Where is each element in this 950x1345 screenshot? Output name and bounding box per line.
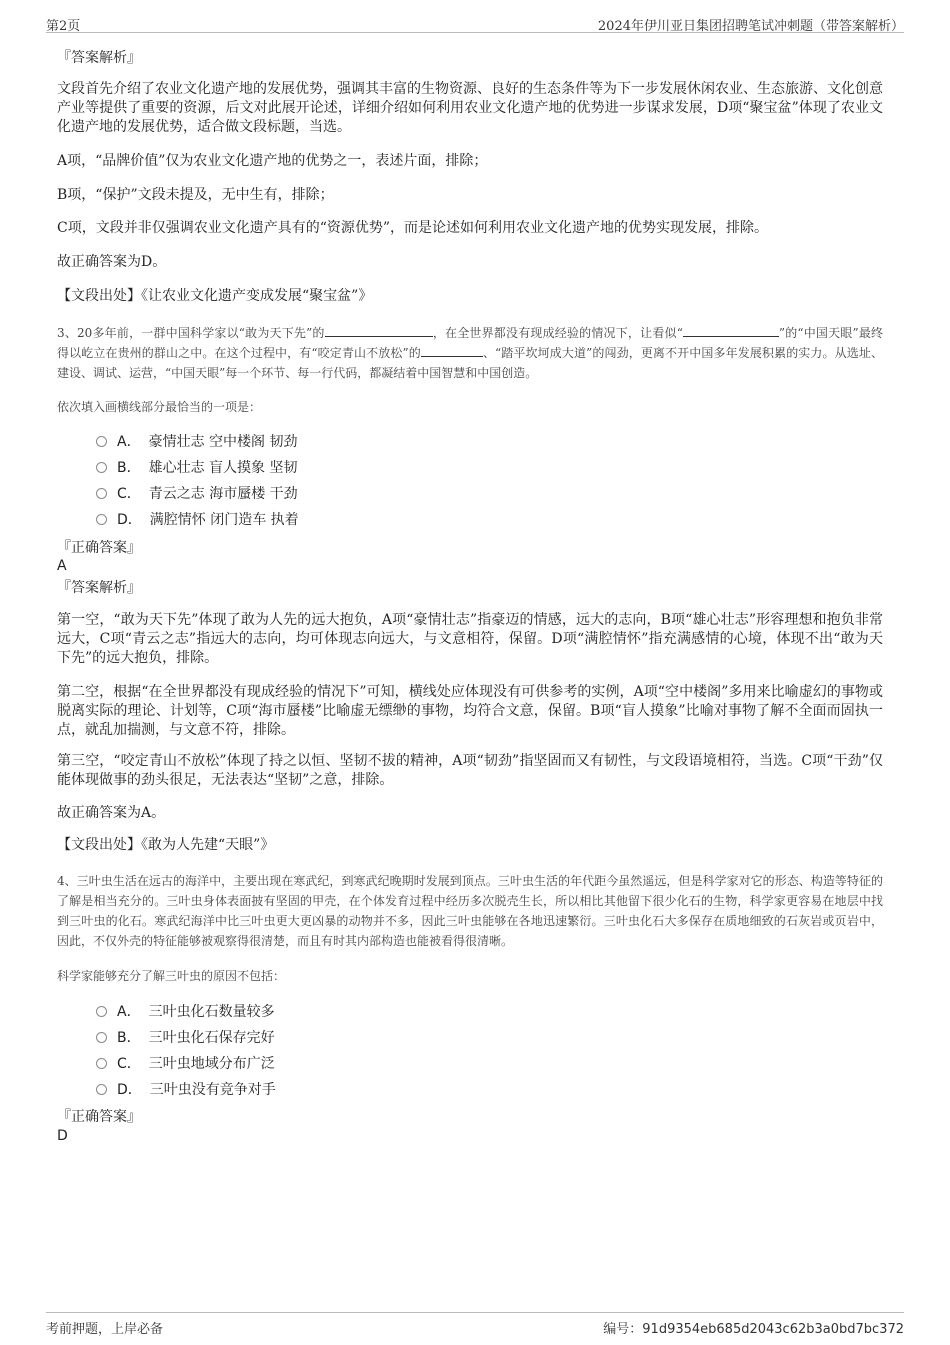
radio-button[interactable] [96, 436, 107, 447]
conclusion: 故正确答案为A。 [57, 805, 166, 821]
question-3-passage [57, 323, 883, 383]
page-number: 第2页 [46, 19, 81, 34]
analysis-label: 『答案解析』 [57, 50, 141, 66]
document-title: 2024年伊川亚日集团招聘笔试冲刺题（带答案解析） [597, 19, 904, 34]
source-citation: 【文段出处】《让农业文化遗产变成发展“聚宝盆”》 [57, 288, 373, 304]
analysis-paragraph: 第二空，根据“在全世界都没有现成经验的情况下”可知，横线处应体现没有可供参考的实例，A项“空中楼阁”多用来比喻虚幻的事物或脱离实际的理论、计划等，C项“海市蜃楼”比喻虚无缥缈的事物，均符合文意，保留。B项“盲人摸象”比喻对事物了解不全面而固执一点，就乱加揣测，与文意不符，排除。 [57, 684, 883, 738]
radio-button[interactable] [96, 1058, 107, 1069]
passage-text: ”的“中国天眼”最终得以屹立在贵州的群山之中。在这个过程中，有“咬定青山不放松”的 [57, 326, 884, 360]
passage-text: ，在全世界都没有现成经验的情况下，让看似“ [432, 326, 683, 340]
answer-blank-1 [325, 324, 433, 337]
correct-answer-label: 『正确答案』 [57, 1109, 141, 1125]
option-b[interactable]: B． 三叶虫化石保存完好 [96, 1024, 276, 1050]
question-4-passage: 4、三叶虫生活在远古的海洋中，主要出现在寒武纪，到寒武纪晚期时发展到顶点。三叶虫生活的年代距今虽然遥远，但是科学家对它的形态、构造等特征的了解是相当充分的。三叶虫身体表面披有坚固的甲壳，在个体发育过程中经历多次脱壳生长，所以相比其他留下很少化石的生物，科学家更容易在地层中找到三叶虫的化石。寒武纪海洋中比三叶虫更大更凶暴的动物并不多，因此三叶虫能够在各地迅速繁衍。三叶虫化石大多保存在质地细致的石灰岩或页岩中，因此，不仅外壳的特征能够被观察得很清楚，而且有时其内部构造也能被看得很清晰。 [57, 874, 883, 948]
radio-button[interactable] [96, 514, 107, 525]
analysis-paragraph: A项，“品牌价值”仅为农业文化遗产地的优势之一，表述片面，排除； [57, 153, 488, 169]
analysis-paragraph: B项，“保护”文段未提及，无中生有，排除； [57, 187, 334, 203]
answer-blank-3 [421, 344, 483, 357]
correct-answer: D [57, 1128, 68, 1144]
option-a[interactable]: A． 三叶虫化石数量较多 [96, 998, 276, 1024]
question-3-options [96, 428, 299, 532]
document-code: 编号：91d9354eb685d2043c62b3a0bd7bc372 [603, 1322, 904, 1337]
radio-button[interactable] [96, 488, 107, 499]
analysis-paragraph: C项，文段并非仅强调农业文化遗产具有的“资源优势”，而是论述如何利用农业文化遗产地的优势实现发展，排除。 [57, 220, 769, 236]
radio-button[interactable] [96, 1032, 107, 1043]
correct-answer: A [57, 558, 67, 574]
conclusion: 故正确答案为D。 [57, 254, 167, 270]
analysis-label: 『答案解析』 [57, 580, 141, 596]
question-4-options [96, 998, 276, 1102]
page-header [46, 12, 904, 33]
option-b[interactable]: B． 雄心壮志 盲人摸象 坚韧 [96, 454, 299, 480]
radio-button[interactable] [96, 1084, 107, 1095]
analysis-paragraph: 第一空，“敢为天下先”体现了敢为人先的远大抱负，A项“豪情壮志”指豪迈的情感，远大的志向，B项“雄心壮志”形容理想和抱负非常远大，C项“青云之志”指远大的志向，均可体现志向远大，与文意相符，保留。D项“满腔情怀”指充满感情的心境，体现不出“敢为天下先”的远大抱负，排除。 [57, 612, 883, 666]
passage-text: 、“踏平坎坷成大道”的闯劲，更离不开中国多年发展积累的实力。从选址、建设、调试、运营，“中国天眼”每一个环节、每一行代码，都凝结着中国智慧和中国创造。 [57, 346, 883, 380]
option-a[interactable]: A． 豪情壮志 空中楼阁 韧劲 [96, 428, 299, 454]
source-citation: 【文段出处】《敢为人先建“天眼”》 [57, 837, 275, 853]
option-d[interactable]: D． 三叶虫没有竞争对手 [96, 1076, 276, 1102]
footer-slogan: 考前押题，上岸必备 [46, 1322, 164, 1337]
question-3-prompt: 依次填入画横线部分最恰当的一项是： [57, 400, 262, 414]
radio-button[interactable] [96, 462, 107, 473]
page-footer [46, 1312, 904, 1335]
radio-button[interactable] [96, 1006, 107, 1017]
question-4-prompt: 科学家能够充分了解三叶虫的原因不包括： [57, 969, 286, 983]
analysis-paragraph: 文段首先介绍了农业文化遗产地的发展优势，强调其丰富的生物资源、良好的生态条件等为下一步发展休闲农业、生态旅游、文化创意产业等提供了重要的资源，后文对此展开论述，详细介绍如何利用农业文化遗产地的优势进一步谋求发展，D项“聚宝盆”体现了农业文化遗产地的发展优势，适合做文段标题，当选。 [57, 81, 883, 135]
analysis-paragraph: 第三空，“咬定青山不放松”体现了持之以恒、坚韧不拔的精神，A项“韧劲”指坚固而又有韧性，与文段语境相符，当选。C项“干劲”仅能体现做事的劲头很足，无法表达“坚韧”之意，排除。 [57, 753, 883, 788]
passage-text: 3、20多年前，一群中国科学家以“敢为天下先”的 [57, 326, 325, 340]
answer-blank-2 [683, 324, 779, 337]
correct-answer-label: 『正确答案』 [57, 540, 141, 556]
option-c[interactable]: C． 三叶虫地域分布广泛 [96, 1050, 276, 1076]
option-d[interactable]: D． 满腔情怀 闭门造车 执着 [96, 506, 299, 532]
option-c[interactable]: C． 青云之志 海市蜃楼 干劲 [96, 480, 299, 506]
